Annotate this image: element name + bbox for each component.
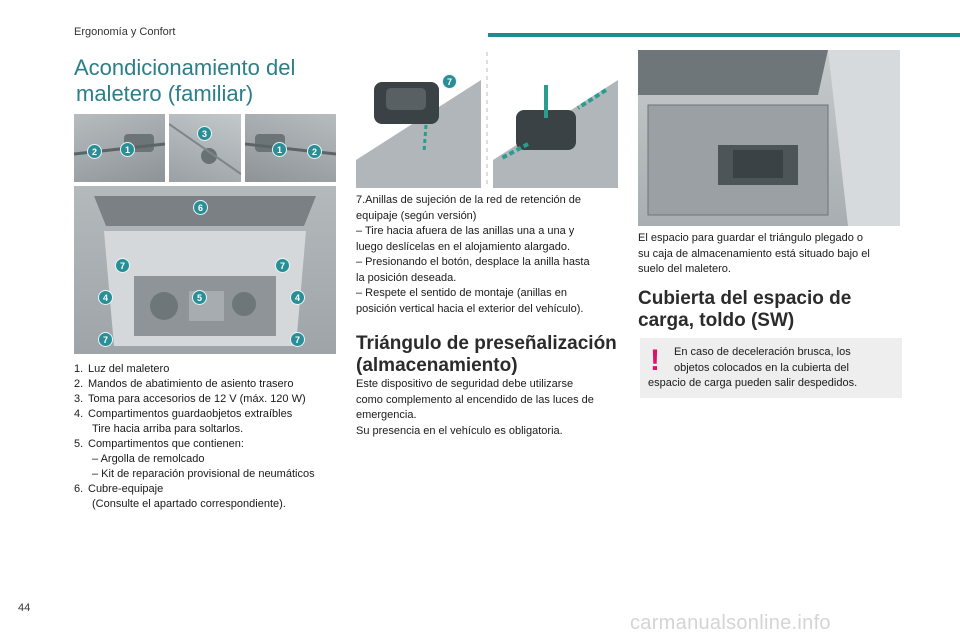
- list-item: 6. Cubre-equipaje: [74, 483, 164, 495]
- callout-badge: 5: [192, 290, 207, 305]
- column-2-body: [356, 377, 618, 439]
- list-item: 5. Compartimentos que contienen:: [74, 438, 244, 450]
- paragraph-line: la posición deseada.: [356, 271, 457, 284]
- heading-warning-triangle: Triángulo de preseñalización (almacenamiento): [356, 333, 617, 376]
- callout-badge: 2: [307, 144, 322, 159]
- list-subitem: – Argolla de remolcado: [92, 453, 205, 465]
- paragraph-line: su caja de almacenamiento está situado bajo el: [638, 247, 870, 260]
- list-subitem: Tire hacia arriba para soltarlos.: [92, 423, 244, 435]
- anchor-ring-illustration: [356, 50, 618, 188]
- column-2-text: [356, 193, 618, 317]
- image-accessory-socket: [169, 114, 241, 182]
- section-title-line-2: maletero (familiar): [76, 81, 254, 106]
- warning-text: En caso de deceleración brusca, los objetos colocados en la cubierta del espacio de carga pueden salir despedidos.: [648, 346, 858, 389]
- heading-cargo-cover: Cubierta del espacio de carga, toldo (SW): [638, 288, 852, 331]
- socket-illustration: [169, 114, 241, 182]
- list-subitem: – Kit de reparación provisional de neumáticos: [92, 468, 315, 480]
- column-1: [74, 55, 336, 107]
- seat-control-illustration-right: [245, 114, 336, 182]
- paragraph-line: Este dispositivo de seguridad debe utilizarse: [356, 378, 574, 390]
- paragraph-line: 7.Anillas de sujeción de la red de retención de: [356, 194, 582, 206]
- callout-badge: 7: [115, 258, 130, 273]
- image-underfloor-storage: [638, 50, 900, 226]
- paragraph-line: suelo del maletero.: [638, 263, 731, 275]
- paragraph-line: posición vertical hacia el exterior del vehículo).: [356, 302, 584, 315]
- legend-list: [74, 362, 340, 512]
- callout-badge: 7: [98, 332, 113, 347]
- image-seat-controls-right: [245, 114, 336, 182]
- underfloor-illustration: [638, 50, 900, 226]
- paragraph-line: equipaje (según versión): [356, 209, 477, 222]
- paragraph-line: emergencia.: [356, 409, 417, 421]
- list-item: 3. Toma para accesorios de 12 V (máx. 120 W): [74, 393, 306, 405]
- warning-exclamation-icon: !: [650, 344, 660, 377]
- paragraph-line: Su presencia en el vehículo es obligatoria.: [356, 424, 563, 437]
- paragraph-line: El espacio para guardar el triángulo plegado o: [638, 232, 864, 244]
- callout-badge: 4: [290, 290, 305, 305]
- callout-badge: 7: [290, 332, 305, 347]
- callout-badge: 2: [87, 144, 102, 159]
- callout-badge: 4: [98, 290, 113, 305]
- callout-badge: 6: [193, 200, 208, 215]
- warning-box: [640, 338, 902, 398]
- header-accent-bar: [488, 33, 960, 37]
- callout-badge: 3: [197, 126, 212, 141]
- callout-badge: 7: [275, 258, 290, 273]
- watermark: carmanualsonline.info: [630, 612, 831, 634]
- image-seat-controls-left: [74, 114, 165, 182]
- paragraph-line: – Tire hacia afuera de las anillas una a una y: [356, 225, 575, 237]
- image-anchor-rings: [356, 50, 618, 188]
- paragraph-line: – Presionando el botón, desplace la anilla hasta: [356, 256, 590, 268]
- callout-badge: 1: [120, 142, 135, 157]
- callout-badge: 1: [272, 142, 287, 157]
- image-trunk-overview: [74, 186, 336, 354]
- section-title-line-1: Acondicionamiento del: [74, 55, 296, 80]
- page-header-section: Ergonomía y Confort: [74, 26, 176, 38]
- paragraph-line: luego deslícelas en el alojamiento alargado.: [356, 240, 571, 253]
- page-number: 44: [18, 602, 31, 614]
- list-item: 2. Mandos de abatimiento de asiento trasero: [74, 378, 294, 390]
- section-title: [74, 55, 336, 107]
- column-3-text: [638, 231, 900, 278]
- paragraph-line: como complemento al encendido de las luces de: [356, 393, 594, 406]
- list-subitem: (Consulte el apartado correspondiente).: [92, 498, 286, 510]
- list-item: 4. Compartimentos guardaobjetos extraíbles: [74, 408, 293, 420]
- paragraph-line: – Respete el sentido de montaje (anillas en: [356, 287, 567, 299]
- callout-badge: 7: [442, 74, 457, 89]
- list-item: 1. Luz del maletero: [74, 363, 170, 375]
